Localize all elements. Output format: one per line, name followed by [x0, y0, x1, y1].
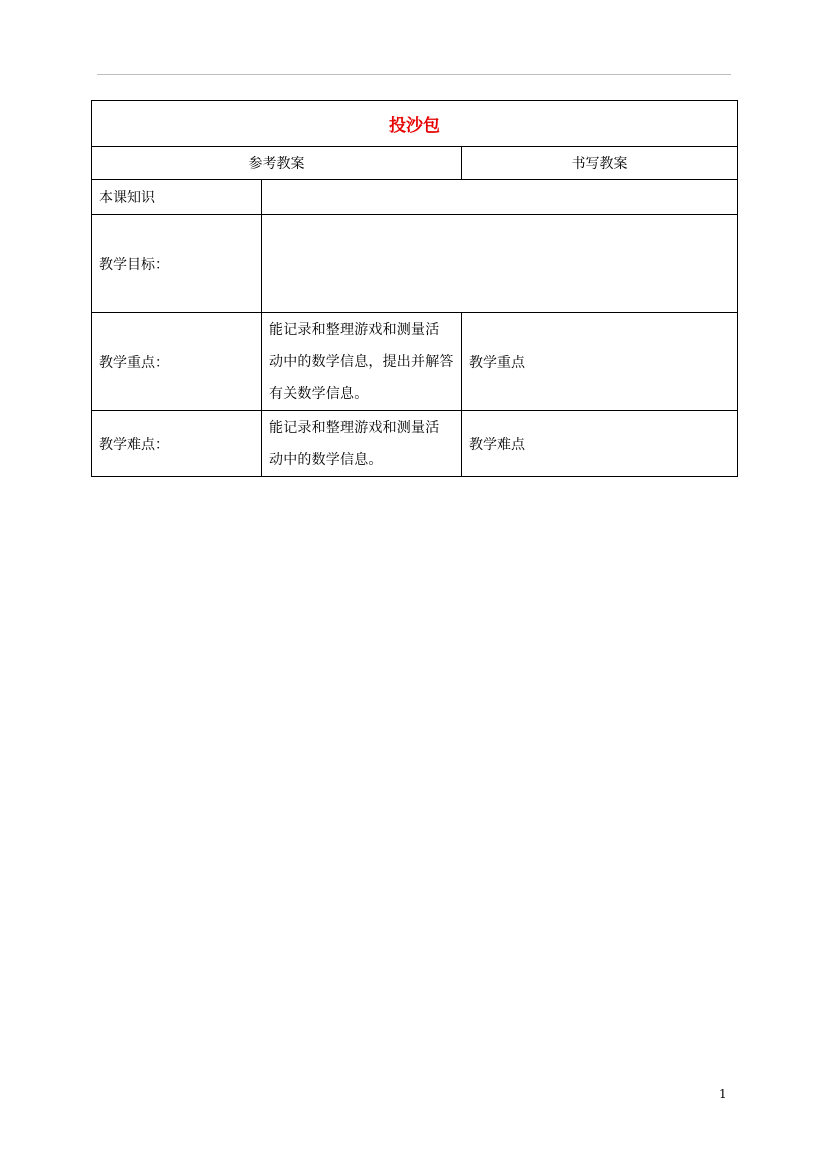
lesson-plan-table: [91, 100, 738, 477]
header-row: [92, 147, 738, 180]
goal-row: [92, 215, 738, 313]
key-point-label: 教学重点：: [92, 313, 262, 411]
goal-content: [262, 215, 738, 313]
page-number: 1: [719, 1087, 727, 1101]
written-plan-header: 书写教案: [462, 147, 738, 180]
knowledge-content: [262, 180, 738, 215]
knowledge-label: 本课知识: [92, 180, 262, 215]
lesson-title: 投沙包: [92, 101, 738, 147]
knowledge-row: [92, 180, 738, 215]
difficulty-row: [92, 411, 738, 477]
reference-plan-header: 参考教案: [92, 147, 462, 180]
goal-label: 教学目标：: [92, 215, 262, 313]
key-point-content: 能记录和整理游戏和测量活 动中的数学信息，提出并解答 有关数学信息。: [262, 313, 462, 411]
difficulty-content: 能记录和整理游戏和测量活 动中的数学信息。: [262, 411, 462, 477]
key-point-row: [92, 313, 738, 411]
title-row: [92, 101, 738, 147]
header-rule: [97, 74, 731, 75]
difficulty-note: 教学难点: [462, 411, 738, 477]
key-point-note: 教学重点: [462, 313, 738, 411]
difficulty-label: 教学难点：: [92, 411, 262, 477]
